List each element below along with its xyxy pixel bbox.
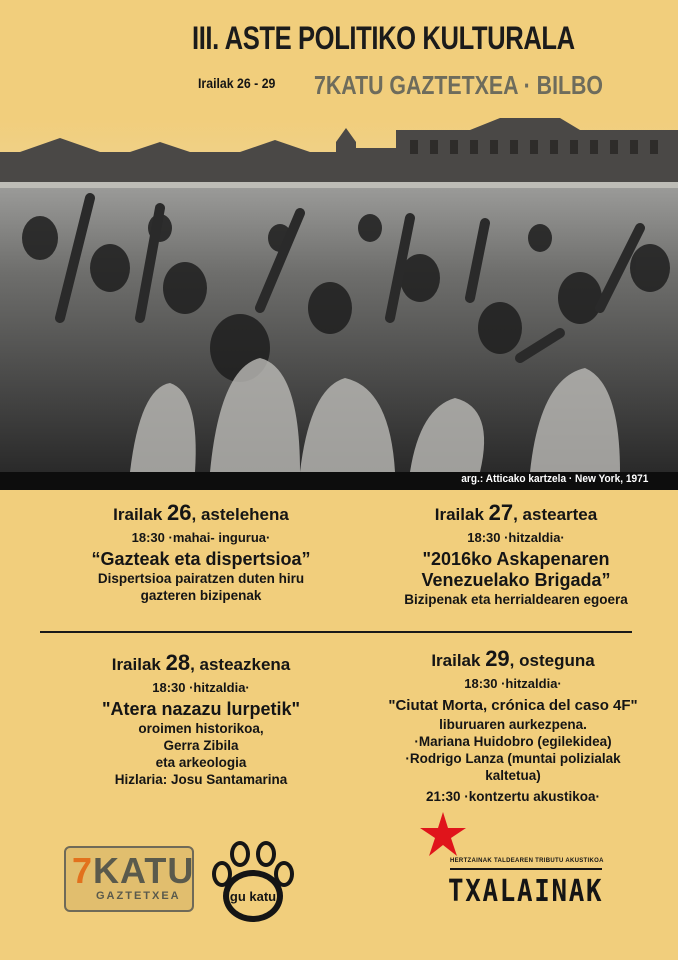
paw-logo-text: gu katu	[229, 889, 277, 904]
venue-name: 7KATU GAZTETXEA · BILBO	[314, 70, 603, 100]
event-date	[60, 650, 342, 676]
event-day: 27	[488, 500, 514, 525]
photo-caption-bar	[0, 472, 678, 490]
event-month: Irailak	[113, 505, 168, 524]
event-day: 28	[165, 650, 191, 675]
event-date	[368, 646, 658, 672]
event-detail: gazteren bizipenak	[140, 588, 262, 603]
event-detail: eta arkeologia	[155, 755, 247, 770]
event-title: "Atera nazazu lurpetik"	[101, 699, 301, 719]
logo-katu: KATU	[93, 850, 195, 891]
event-detail: Hizlaria: Josu Santamarina	[114, 772, 288, 787]
logo-gaztetxea: GAZTETXEA	[96, 890, 181, 902]
event-1	[70, 500, 332, 604]
event-day: 26	[167, 500, 192, 525]
event-month: Irailak	[431, 651, 486, 670]
event-month: Irailak	[434, 505, 489, 524]
event-title: Venezuelako Brigada”	[421, 570, 611, 590]
txalainak-tagline: HERTZAINAK TALDEAREN TRIBUTU AKUSTIKOA	[450, 858, 604, 864]
red-star-icon	[420, 812, 466, 856]
logo-katu-text	[72, 850, 194, 892]
event-detail: Bizipenak eta herrialdearen egoera	[404, 592, 628, 607]
event-weekday: , astelehena	[191, 505, 289, 524]
event-detail: Dispertsioa pairatzen duten hiru	[97, 571, 305, 586]
event-time: 18:30 ·hitzaldia·	[467, 530, 565, 545]
event-title: "Ciutat Morta, crónica del caso 4F"	[388, 697, 638, 714]
photo-caption: arg.: Atticako kartzela · New York, 1971	[460, 473, 648, 485]
event-title: "2016ko Askapenaren	[422, 549, 610, 569]
txalainak-name: TXALAINAK	[448, 874, 604, 909]
event-time: 18:30 ·hitzaldia·	[152, 680, 250, 695]
protest-photo	[0, 118, 678, 472]
event-detail: ·Mariana Huidobro (egilekidea)	[414, 734, 612, 749]
event-detail: kaltetua)	[485, 768, 541, 783]
event-2	[376, 500, 656, 608]
event-detail: Gerra Zibila	[163, 738, 239, 753]
event-day: 29	[485, 646, 510, 671]
poster-header	[0, 0, 678, 120]
event-weekday: , osteguna	[509, 651, 595, 670]
txalainak-logo	[442, 856, 620, 916]
event-detail: ·Rodrigo Lanza (muntai polizialak	[405, 751, 621, 766]
event-date	[70, 500, 332, 526]
event-4	[368, 646, 658, 805]
section-divider	[40, 631, 632, 633]
event-concert: 21:30 ·kontzertu akustikoa·	[425, 789, 601, 804]
event-weekday: , asteazkena	[190, 655, 291, 674]
7katu-gaztetxea-logo	[64, 846, 194, 912]
event-3	[60, 650, 342, 788]
event-title: “Gazteak eta dispertsioa”	[91, 549, 311, 569]
event-detail: liburuaren aurkezpena.	[439, 717, 587, 732]
event-dates: Irailak 26 - 29	[198, 75, 276, 91]
event-time: 18:30 ·mahai- ingurua·	[131, 530, 271, 545]
event-time: 18:30 ·hitzaldia·	[464, 676, 562, 691]
event-date	[376, 500, 656, 526]
poster-title: III. ASTE POLITIKO KULTURALA	[192, 20, 575, 56]
protest-photo-image	[0, 118, 678, 472]
event-weekday: , asteartea	[513, 505, 598, 524]
logo-seven: 7	[72, 850, 94, 891]
gu-katu-paw-logo	[208, 838, 298, 928]
txalainak-rule	[450, 868, 602, 870]
event-month: Irailak	[111, 655, 166, 674]
event-detail: oroimen historikoa,	[138, 721, 264, 736]
